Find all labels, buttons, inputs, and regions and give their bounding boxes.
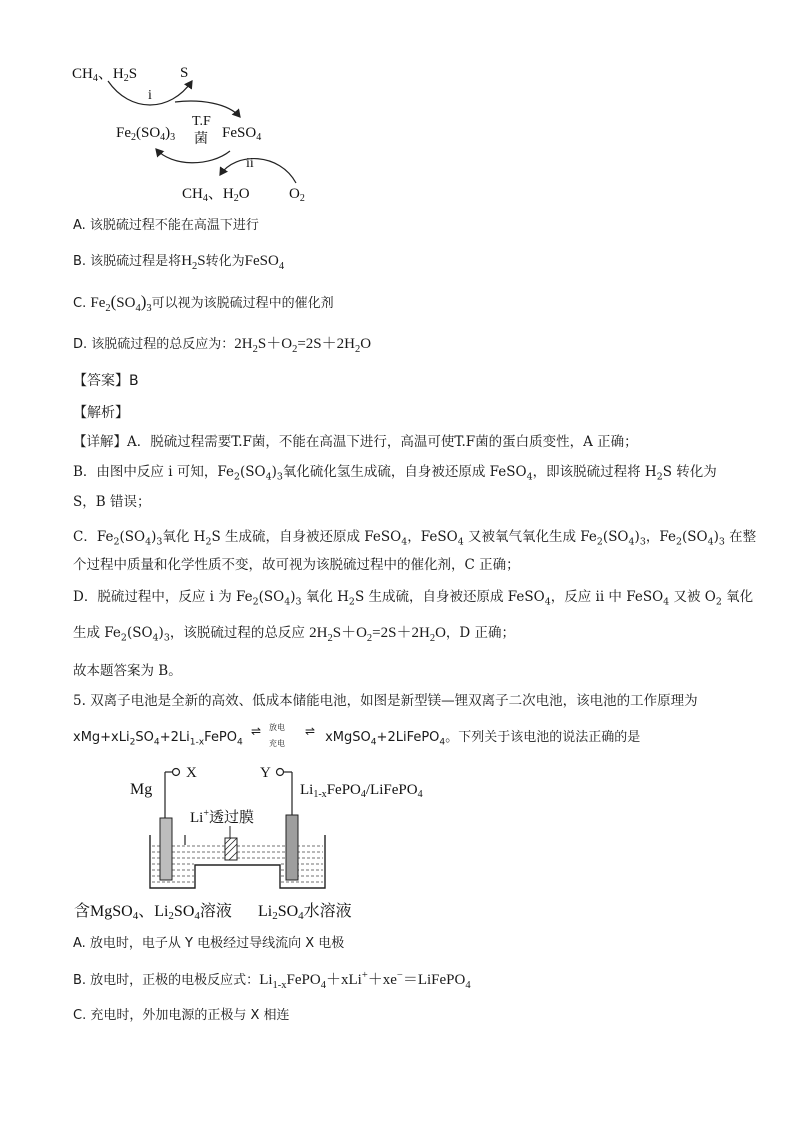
analysis-line-a: 【详解】A．脱硫过程需要T.F菌，不能在高温下进行，高温可使T.F菌的蛋白质变性，A 正确；	[73, 434, 638, 450]
q5-option-b-prefix: B. 放电时，正极的电极反应式：	[73, 973, 260, 988]
analysis-conclusion: 故本题答案为 B。	[73, 663, 182, 679]
analysis-label: 【解析】	[73, 405, 129, 421]
analysis-line-b1: B．由图中反应 i 可知，$Fe_2(SO_4)_3$氧化硫化氢生成硫，自身被还原成 FeSO$_4$，即该脱硫过程将 $H_2S$ 转化为	[73, 464, 717, 483]
lifepo4-electrode	[286, 815, 298, 880]
cycle-right-species: FeSO$_4$	[222, 125, 262, 143]
catalyst-label-line1: T.F	[192, 114, 211, 129]
li-membrane	[225, 838, 237, 860]
cycle-products-bottom: $CH_4$、$H_2O$	[182, 186, 250, 204]
desulfurization-cycle-diagram	[60, 55, 340, 210]
q5-equation-right: xMgSO$_4$+2LiFePO$_4$	[325, 730, 446, 748]
q4-option-b-prefix: B. 该脱硫过程是将	[73, 254, 182, 269]
reversible-arrow: ⇌ 放电 充电 ⇌	[250, 722, 316, 748]
x-terminal	[173, 769, 180, 776]
cycle-reactants-top: $CH_4$、$H_2S$	[72, 66, 138, 84]
q5-stem-suffix: 。下列关于该电池的说法正确的是	[445, 730, 641, 745]
q4-option-b-mid: 转化为	[205, 254, 245, 269]
arrow-top-label: 放电	[268, 722, 285, 732]
q4-option-d-prefix: D. 该脱硫过程的总反应为：	[73, 337, 235, 352]
q4-option-c-prefix: C.	[73, 296, 87, 311]
cycle-product-top: S	[180, 65, 189, 81]
answer-line	[73, 370, 139, 390]
left-electrode-label: Mg	[130, 781, 153, 798]
q5-option-a: A. 放电时，电子从 Y 电极经过导线流向 X 电极	[73, 936, 345, 951]
step-ii-label: ii	[246, 156, 254, 171]
lower-cycle-arrow	[156, 149, 230, 163]
answer-value: B	[129, 373, 139, 389]
analysis-line-d2: 生成 $Fe_2(SO_4)_3$，该脱硫过程的总反应 $2H_2S+O_2=2S+2H_2O$，D 正确；	[73, 625, 516, 644]
q4-option-b: B. 该脱硫过程是将$H_2S$转化为FeSO$_4$	[73, 253, 285, 272]
arrow-bottom-label: 充电	[268, 738, 285, 748]
cycle-left-species: $Fe_2(SO_4)_3$	[116, 125, 176, 143]
analysis-line-c2: 个过程中质量和化学性质不变，故可视为该脱硫过程中的催化剂，C 正确；	[73, 557, 520, 573]
q4-option-d: D. 该脱硫过程的总反应为：$2H_2S+O_2=2S+2H_2O$	[73, 336, 372, 355]
membrane-label: Li+透过膜	[190, 808, 254, 826]
y-terminal-label: Y	[260, 765, 271, 781]
step-ii-arrow	[220, 159, 296, 183]
left-solution-label: 含MgSO4、Li2SO4溶液	[74, 903, 232, 922]
cycle-oxidant: $O_2$	[289, 186, 305, 204]
analysis-line-c1: C．$Fe_2(SO_4)_3$氧化 $H_2S$ 生成硫，自身被还原成 FeSO$_4$，FeSO$_4$ 又被氧气氧化生成 $Fe_2(SO_4)_3$，$Fe_2(SO_4)_3$ 在整	[73, 529, 757, 548]
q5-stem-line1	[73, 692, 698, 710]
q5-equation-line	[73, 722, 641, 748]
q4-option-c: C. $Fe_2(SO_4)_3$可以视为该脱硫过程中的催化剂	[73, 292, 334, 314]
q5-option-b: B. 放电时，正极的电极反应式：$Li_{1-x}FePO_4+xLi^++xe^-=LiFePO_4$	[73, 970, 471, 991]
analysis-line-d1: D．脱硫过程中，反应 i 为 $Fe_2(SO_4)_3$ 氧化 $H_2S$ 生成硫，自身被还原成 FeSO$_4$，反应 ii 中 FeSO$_4$ 又被 $O_2$ 氧化	[73, 589, 754, 608]
x-terminal-label: X	[186, 765, 197, 781]
catalyst-label-line2: 菌	[194, 132, 208, 147]
analysis-line-b2: S，B 错误；	[73, 494, 151, 510]
y-terminal	[277, 769, 284, 776]
q5-option-c: C. 充电时，外加电源的正极与 X 相连	[73, 1008, 290, 1023]
right-solution-label: Li2SO4水溶液	[258, 903, 352, 922]
q4-option-a: A. 该脱硫过程不能在高温下进行	[73, 218, 259, 233]
battery-diagram	[70, 760, 450, 925]
step-i-label: i	[148, 88, 152, 103]
q4-option-c-suffix: 可以视为该脱硫过程中的催化剂	[151, 296, 334, 311]
q5-equation-left: $xMg+xLi_2SO_4+2Li_{1-x}FePO_4$	[73, 730, 243, 748]
q5-stem-text: 双离子电池是全新的高效、低成本储能电池，如图是新型镁—锂双离子二次电池，该电池的工作原理为	[90, 693, 698, 709]
q5-number: 5.	[73, 693, 86, 709]
answer-label: 【答案】	[73, 373, 129, 389]
mg-electrode	[160, 818, 172, 880]
right-electrode-label: $Li_{1-x}FePO_4/LiFePO_4$	[300, 782, 423, 800]
detail-label: 【详解】	[73, 434, 127, 450]
